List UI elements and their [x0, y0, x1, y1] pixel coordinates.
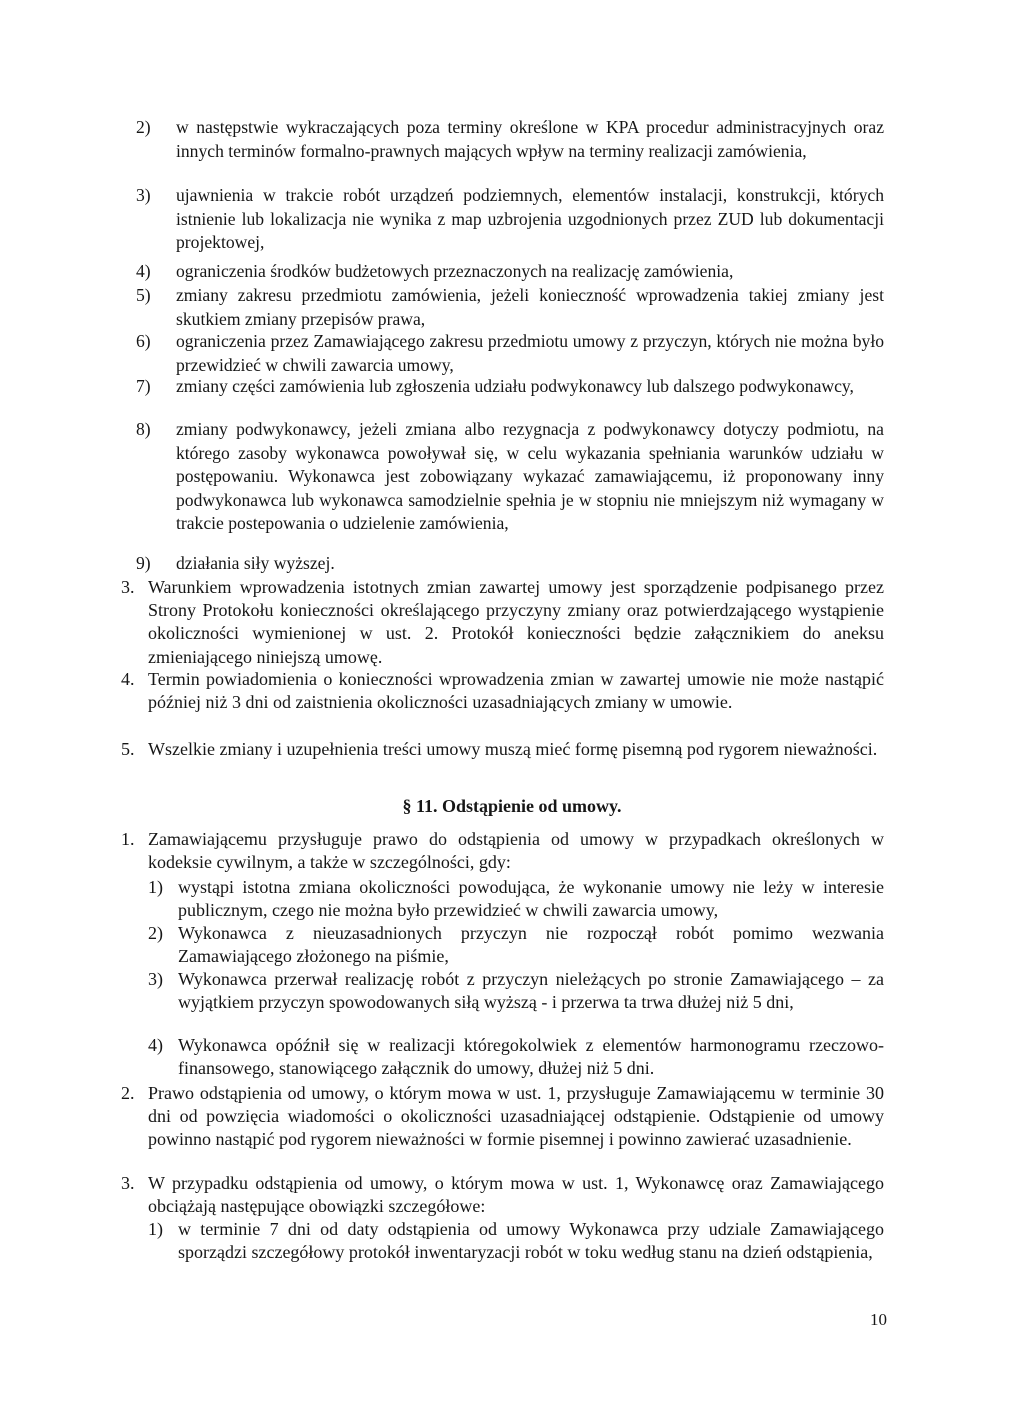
list-item — [148, 1034, 884, 1080]
list-item — [148, 922, 884, 968]
list-item-text: Wykonawca przerwał realizację robót z przyczyn nieleżących po stronie Zamawiającego – za wyjątkiem przyczyn spowodowanych siłą wyższą - i przerwa ta trwa dłużej niż 5 dni, — [178, 969, 884, 1013]
list-item — [121, 738, 884, 761]
list-item-number: 1) — [148, 877, 163, 897]
list-item-text: Wszelkie zmiany i uzupełnienia treści umowy muszą mieć formę pisemną pod rygorem nieważności. — [148, 739, 878, 759]
list-item — [136, 260, 884, 284]
list-item — [148, 968, 884, 1014]
list-item-number: 5) — [136, 285, 151, 305]
list-item-number: 3. — [121, 577, 135, 597]
list-item-text: w terminie 7 dni od daty odstąpienia od umowy Wykonawca przy udziale Zamawiającego sporządzi szczegółowy protokół inwentaryzacji robót w toku według stanu na dzień odstąpienia, — [178, 1219, 884, 1263]
list-item-text: W przypadku odstąpienia od umowy, o którym mowa w ust. 1, Wykonawcę oraz Zamawiającego obciążają następujące obowiązki szczegółowe: — [148, 1173, 884, 1217]
list-item — [121, 668, 884, 714]
list-item-number: 7) — [136, 376, 151, 396]
list-item-number: 6) — [136, 331, 151, 351]
list-item — [136, 375, 884, 399]
list-item — [148, 1218, 884, 1264]
list-item-text: działania siły wyższej. — [176, 553, 335, 573]
list-item-number: 1. — [121, 829, 135, 849]
list-item — [121, 828, 884, 874]
list-item-number: 4. — [121, 669, 135, 689]
list-item-number: 2. — [121, 1083, 135, 1103]
list-item-text: zmiany części zamówienia lub zgłoszenia udziału podwykonawcy lub dalszego podwykonawcy, — [176, 376, 854, 396]
list-item — [136, 184, 884, 255]
list-item — [136, 284, 884, 331]
list-item-number: 1) — [148, 1219, 163, 1239]
list-item-number: 4) — [136, 261, 151, 281]
list-item — [136, 330, 884, 377]
list-item-text: Zamawiającemu przysługuje prawo do odstąpienia od umowy w przypadkach określonych w kodeksie cywilnym, a także w szczególności, gdy: — [148, 829, 884, 873]
list-item-number: 2) — [148, 923, 163, 943]
list-item — [121, 1082, 884, 1152]
list-item — [136, 552, 884, 576]
list-item-number: 5. — [121, 739, 135, 759]
list-item-number: 3. — [121, 1173, 135, 1193]
list-item-text: zmiany podwykonawcy, jeżeli zmiana albo rezygnacja z podwykonawcy dotyczy podmiotu, na którego zasoby wykonawca powoływał się, w celu wykazania spełniania warunków udziału w postępowaniu. Wykonawca jest zobowiązany wykazać zamawiającemu, iż proponowany inny podwykonawca lub wykonawca samodzielnie spełnia je w stopniu nie mniejszym niż wymagany w trakcie postepowania o udzielenie zamówienia, — [176, 419, 884, 534]
list-item-text: ograniczenia środków budżetowych przeznaczonych na realizację zamówienia, — [176, 261, 734, 281]
list-item — [121, 576, 884, 669]
list-item — [136, 116, 884, 163]
list-item-text: wystąpi istotna zmiana okoliczności powodująca, że wykonanie umowy nie leży w interesie publicznym, czego nie można było przewidzieć w chwili zawarcia umowy, — [178, 877, 884, 921]
list-item — [121, 1172, 884, 1218]
list-item-text: zmiany zakresu przedmiotu zamówienia, jeżeli konieczność wprowadzenia takiej zmiany jest skutkiem zmiany przepisów prawa, — [176, 285, 884, 329]
list-item-number: 9) — [136, 553, 151, 573]
list-item — [148, 876, 884, 922]
list-item-number: 8) — [136, 419, 151, 439]
list-item-text: Termin powiadomienia o konieczności wprowadzenia zmian w zawartej umowie nie może nastąpić później niż 3 dni od zaistnienia okoliczności uzasadniających zmiany w umowie. — [148, 669, 884, 713]
list-item-text: ograniczenia przez Zamawiającego zakresu przedmiotu umowy z przyczyn, których nie można było przewidzieć w chwili zawarcia umowy, — [176, 331, 884, 375]
list-item-number: 3) — [136, 185, 151, 205]
list-item-text: Wykonawca z nieuzasadnionych przyczyn nie rozpoczął robót pomimo wezwania Zamawiającego złożonego na piśmie, — [178, 923, 884, 967]
list-item-number: 4) — [148, 1035, 163, 1055]
list-item-text: ujawnienia w trakcie robót urządzeń podziemnych, elementów instalacji, konstrukcji, których istnienie lub lokalizacja nie wynika z map uzbrojenia uzgodnionych przez ZUD lub dokumentacji projektowej, — [176, 185, 884, 253]
list-item-text: w następstwie wykraczających poza terminy określone w KPA procedur administracyjnych oraz innych terminów formalno-prawnych mających wpływ na terminy realizacji zamówienia, — [176, 117, 884, 161]
section-heading: § 11. Odstąpienie od umowy. — [402, 796, 622, 816]
list-item-text: Warunkiem wprowadzenia istotnych zmian zawartej umowy jest sporządzenie podpisanego przez Strony Protokołu konieczności określającego przyczyny zmiany oraz potwierdzającego wystąpienie okoliczności wymienionej w ust. 2. Protokół konieczności będzie załącznikiem do aneksu zmieniającego niniejszą umowę. — [148, 577, 884, 667]
page-number: 10 — [870, 1310, 887, 1329]
list-item-text: Wykonawca opóźnił się w realizacji któregokolwiek z elementów harmonogramu rzeczowo-finansowego, stanowiącego załącznik do umowy, dłużej niż 5 dni. — [178, 1035, 884, 1079]
list-item-number: 2) — [136, 117, 151, 137]
list-item-number: 3) — [148, 969, 163, 989]
list-item-text: Prawo odstąpienia od umowy, o którym mowa w ust. 1, przysługuje Zamawiającemu w terminie 30 dni od powzięcia wiadomości o okoliczności uzasadniającej odstąpienie. Odstąpienie od umowy powinno nastąpić pod rygorem nieważności w formie pisemnej i powinno zawierać uzasadnienie. — [148, 1083, 884, 1150]
list-item — [136, 418, 884, 536]
